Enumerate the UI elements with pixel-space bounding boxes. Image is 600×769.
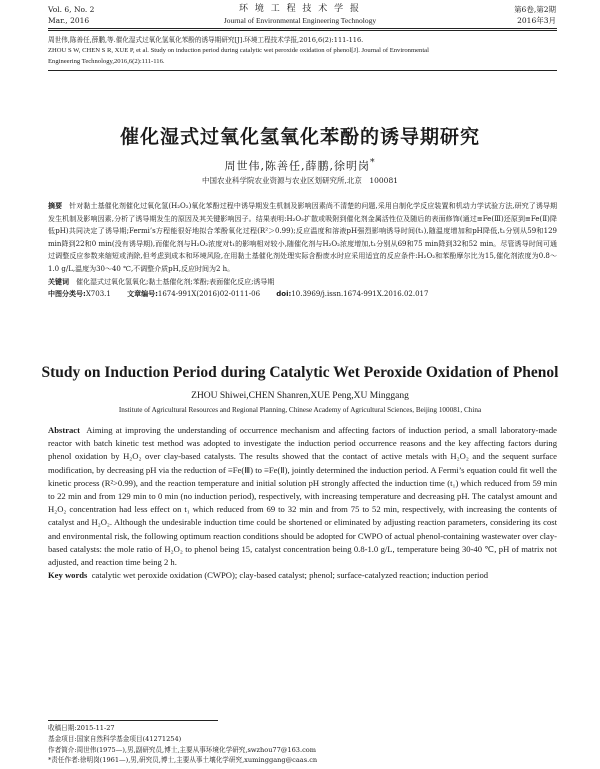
en-affiliation: Institute of Agricultural Resources and Regional Planning, Chinese Academy of Agricultural Sciences, Beijing 100081, China (118, 406, 482, 414)
footnote-rule (48, 720, 218, 721)
cn-authors-names: 周世伟,陈善任,薛鹏,徐明岗 (224, 159, 370, 173)
cn-title: 催化湿式过氧化氢氧化苯酚的诱导期研究 (119, 126, 480, 148)
cn-meta (48, 288, 557, 301)
en-abstract-text: Aiming at improving the understanding of occurrence mechanism and affecting factors of induction period, a small laboratory-made reactor with batch kinetic test method was adopted to investigate the induction period occurrence reasons and the key affecting factors during phenol oxidation by H₂O₂ over clay-based catalysts. The results showed that the contact of active metals with H₂O₂ and the sequent surface modification, by decreasing pH via the reduction of ≡Fe(Ⅲ) to ≡Fe(Ⅱ), jointly determined the induction period. A Fermi’s equation could fit well the kinetic process (R²>0.99), and the reaction temperature and initial solution pH strongly affected the induction time (t₁) which reduced from 59 min to 22 min and from 129 min to 0 min (no induction period), respectively, with increasing temperature and decreasing pH. The catalyst amount and H₂O₂ concentration had less effect on t₁ which reduced from 69 to 32 min and from 75 to 52 min, respectively, with increasing the contents of catalyst and H₂O₂. Although the undesirable induction time could be shortened or eliminated by adjusting reaction parameters, considering its cost and environmental risk, the following optimum reaction conditions should be adopted for CWPO of actual phenol-containing wastewater over clay-based catalysts: the mole ratio of H₂O₂ to phenol being 15, catalyst concentration being 0.8-1.0 g/L, temperature being 30-40 ℃, pH of matrix not adjusted, and reaction time being 2 h. (48, 425, 557, 568)
en-title: Study on Induction Period during Catalytic Wet Peroxide Oxidation of Phenol (41, 364, 559, 381)
citation-en-line2: Engineering Technology,2016,6(2):111-116. (48, 58, 165, 65)
header-rule (48, 28, 557, 29)
en-keywords-text: catalytic wet peroxide oxidation (CWPO); clay-based catalyst; phenol; surface-catalyzed reaction; induction period (91, 570, 489, 581)
citation-en-line1: ZHOU S W, CHEN S R, XUE P, et al. Study on induction period during catalytic wet peroxide oxidation of phenol[J]. Journal of Environmental (48, 47, 429, 54)
doi-value: 10.3969/j.issn.1674-991X.2016.02.017 (291, 290, 429, 299)
cn-abstract (48, 200, 557, 276)
header-journal-en: Journal of Environmental Engineering Technology (223, 16, 377, 25)
cn-abstract-label: 摘要 (48, 202, 63, 210)
en-abstract-block (48, 424, 557, 582)
cn-affiliation: 中国农业科学院农业资源与农业区划研究所,北京 100081 (201, 176, 398, 185)
cn-keywords-text: 催化湿式过氧化氢氧化;黏土基催化剂;苯酚;表面催化反应;诱导期 (76, 277, 275, 286)
header-rule-thin (48, 30, 557, 31)
cn-keywords-label: 关键词 (48, 277, 69, 286)
footnote-author-info: 作者简介:周世伟(1975—),男,副研究员,博士,主要从事环境化学研究,swzhou77@163.com (48, 745, 317, 754)
en-keywords-label: Key words (48, 570, 88, 581)
citation-rule (48, 70, 557, 71)
cn-abstract-text: 针对黏土基催化剂催化过氧化氢(H₂O₂)氧化苯酚过程中诱导期发生机制及影响因素尚不清楚的问题,采用自制化学反应装置和机动力学试验方法,研究了诱导期发生机制及影响因素,分析了诱导期发生的原因及其关键影响因子。结果表明:H₂O₂扩散或吸附到催化剂金属活性位及随后的表面修饰(通过≡Fe(Ⅲ)还原到≡Fe(Ⅱ)降低pH)共同决定了诱导期;Fermi’s方程能很好地拟合苯酚氧化过程(R²＞0.99);反应温度和溶液pH强烈影响诱导时间(t₁),随温度增加和pH降低,t₁分别从59和129 min降到22和0 min(没有诱导期),而催化剂与H₂O₂浓度对t₁的影响相对较小,随催化剂与H₂O₂浓度增加,t₁分别从69和75 min降到32和52 min。尽管诱导时间可通过调整反应参数来缩短或消除,但考虑到成本和环境风险,在用黏土基催化剂处理实际含酚废水时应采用适宜的反应条件:H₂O₂和苯酚摩尔比为15,催化剂浓度为0.8～1.0 g/L,温度为30～40 ℃,不调整介质pH,反应时间为2 h。 (48, 202, 558, 273)
cn-authors (0, 157, 600, 174)
header-issue-cn: 第6卷,第2期 (514, 5, 556, 14)
footnote-fund: 基金项目:国家自然科学基金项目(41271254) (48, 734, 182, 743)
cn-abstract-block (48, 200, 557, 301)
header-date-en: Mar., 2016 (48, 16, 90, 25)
cn-keywords (48, 276, 557, 289)
header-date-cn: 2016年3月 (517, 16, 556, 25)
doc-label: 文章编号: (127, 290, 158, 299)
en-abstract (48, 424, 557, 569)
doi-label: doi: (276, 290, 292, 299)
doc-value: 1674-991X(2016)02-0111-06 (157, 290, 261, 299)
citation-cn: 周世伟,陈善任,薛鹏,等.催化湿式过氧化氢氧化苯酚的诱导期研究[J].环境工程技术学报,2016,6(2):111-116. (48, 36, 364, 44)
clc-value: X703.1 (85, 290, 111, 299)
cn-authors-mark: * (369, 157, 376, 168)
header-volume: Vol. 6, No. 2 (48, 5, 95, 14)
en-authors: ZHOU Shiwei,CHEN Shanren,XUE Peng,XU Minggang (191, 391, 409, 401)
footnote-block (48, 723, 557, 766)
en-keywords (48, 569, 557, 582)
footnote-corresponding: *责任作者:徐明岗(1961—),男,研究员,博士,主要从事土壤化学研究,xuminggang@caas.cn (48, 756, 318, 765)
header-journal-cn: 环 境 工 程 技 术 学 报 (238, 4, 362, 14)
footnote-received: 收稿日期:2015-11-27 (48, 724, 115, 732)
en-abstract-label: Abstract (48, 425, 80, 435)
clc-label: 中图分类号: (48, 290, 86, 299)
